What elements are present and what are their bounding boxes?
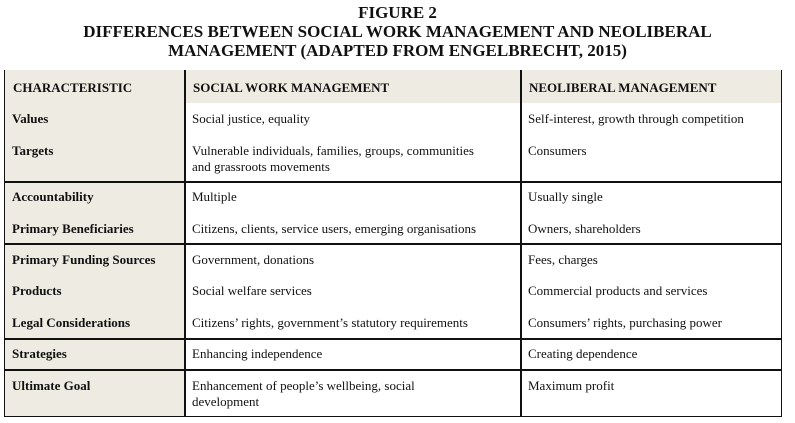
row-neoliberal-value: Usually single [528,189,603,204]
row-social-work-value: Enhancement of people’s wellbeing, social [192,378,415,393]
row-characteristic: Ultimate Goal [12,378,91,393]
row-neoliberal-value: Consumers’ rights, purchasing power [528,315,723,330]
group-divider [5,243,781,245]
row-social-work-value: Government, donations [192,252,315,267]
figure-label: FIGURE 2 [358,3,437,22]
row-neoliberal-value: Fees, charges [528,252,598,267]
row-social-work-value: Citizens, clients, service users, emerging organisations [192,221,477,236]
row-social-work-value: Vulnerable individuals, families, groups, communities [192,143,474,158]
row-social-work-value: Social welfare services [192,283,312,298]
row-social-work-value: Citizens’ rights, government’s statutory requirements [192,315,468,330]
group-divider [5,181,781,183]
row-neoliberal-value: Creating dependence [528,346,638,361]
figure-title-line2: MANAGEMENT (ADAPTED FROM ENGELBRECHT, 2015) [168,41,627,60]
row-neoliberal-value: Owners, shareholders [528,221,641,236]
targets-continuation: and grassroots movements [192,159,330,174]
row-characteristic: Primary Funding Sources [12,252,156,267]
group-divider [5,338,781,340]
row-characteristic: Strategies [12,346,67,361]
row-characteristic: Legal Considerations [12,315,131,330]
ultimate-goal-continuation: development [192,394,260,409]
row-characteristic: Primary Beneficiaries [12,221,134,236]
group-divider [5,369,781,371]
row-characteristic: Targets [12,143,54,158]
row-characteristic: Products [12,283,62,298]
row-characteristic: Values [12,111,49,126]
row-social-work-value: Multiple [192,189,237,204]
header-social-work: SOCIAL WORK MANAGEMENT [193,80,390,95]
row-neoliberal-value: Maximum profit [528,378,615,393]
row-characteristic: Accountability [12,189,94,204]
row-neoliberal-value: Commercial products and services [528,283,708,298]
row-neoliberal-value: Self-interest, growth through competition [528,111,744,126]
header-characteristic: CHARACTERISTIC [13,80,133,95]
row-neoliberal-value: Consumers [528,143,587,158]
row-social-work-value: Social justice, equality [192,111,311,126]
header-neoliberal: NEOLIBERAL MANAGEMENT [529,80,717,95]
row-social-work-value: Enhancing independence [192,346,323,361]
figure-title-line1: DIFFERENCES BETWEEN SOCIAL WORK MANAGEMENT AND NEOLIBERAL [83,22,712,41]
